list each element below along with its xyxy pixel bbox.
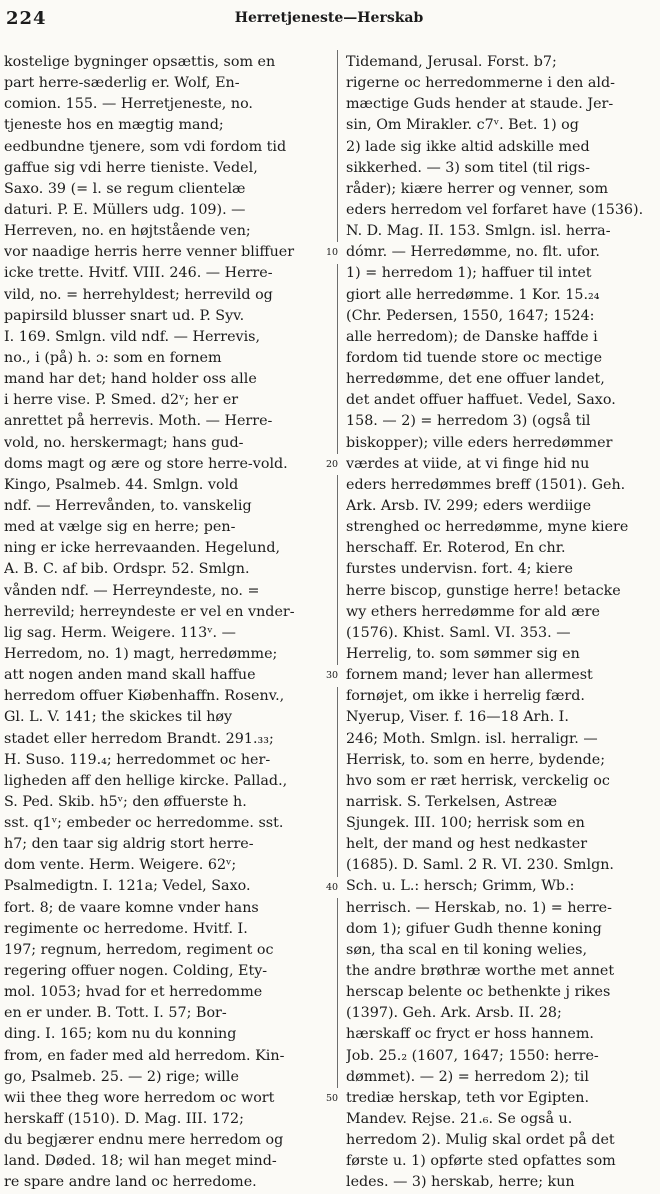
text-line: (1397). Geh. Ark. Arsb. II. 28; xyxy=(346,1005,562,1022)
page-header xyxy=(6,8,652,32)
text-line: i herre vise. P. Smed. d2ᵛ; her er xyxy=(4,392,239,409)
text-line: regimente oc herredome. Hvitf. I. xyxy=(4,920,248,937)
left-column xyxy=(4,52,326,1194)
text-line: stadet eller herredom Brandt. 291.₃₃; xyxy=(4,730,274,747)
text-line: land. Døded. 18; wil han meget mind- xyxy=(4,1153,277,1170)
text-line: wy ethers herredømme for ald ære xyxy=(346,603,600,620)
text-line: fornøjet, om ikke i herrelig færd. xyxy=(346,688,585,705)
text-line: sikkerhed. — 3) som titel (til rigs- xyxy=(346,159,590,176)
text-line: helt, der mand og hest nedkaster xyxy=(346,836,588,853)
text-line: det andet offuer haffuet. Vedel, Saxo. xyxy=(346,392,616,409)
text-line: Saxo. 39 (= l. se regum clientelæ xyxy=(4,180,246,197)
text-line: Herrelig, to. som sømmer sig en xyxy=(346,645,580,662)
text-line: vånden ndf. — Herreyndeste, no. = xyxy=(4,582,260,599)
text-line: fordom tid tuende store oc mectige xyxy=(346,349,603,366)
text-line: comion. 155. — Herretjeneste, no. xyxy=(4,96,253,113)
line-number: 50 xyxy=(326,1088,338,1109)
text-line: ding. I. 165; kom nu du konning xyxy=(4,1026,237,1043)
text-line: Psalmedigtn. I. 121a; Vedel, Saxo. xyxy=(4,878,251,895)
text-line: herrisch. — Herskab, no. 1) = herre- xyxy=(346,899,612,916)
page-number: 224 xyxy=(6,8,47,29)
text-line: icke trette. Hvitf. VIII. 246. — Herre- xyxy=(4,265,273,282)
text-line: værdes at viide, at vi finge hid nu xyxy=(346,455,590,472)
text-line: dømmet). — 2) = herredom 2); til xyxy=(346,1068,589,1085)
text-line: herredom offuer Kiøbenhaffn. Rosenv., xyxy=(4,688,285,705)
text-line: h7; den taar sig aldrig stort herre- xyxy=(4,836,254,853)
text-line: herredom 2). Mulig skal ordet på det xyxy=(346,1132,615,1149)
text-line: Herredom, no. 1) magt, herredømme; xyxy=(4,645,278,662)
right-column xyxy=(346,52,656,1194)
text-line: N. D. Mag. II. 153. Smlgn. isl. herra- xyxy=(346,223,611,240)
text-line: 2) lade sig ikke altid adskille med xyxy=(346,138,590,155)
text-line: ndf. — Herrevånden, to. vanskelig xyxy=(4,497,252,514)
text-line: herre biscop, gunstige herre! betacke xyxy=(346,582,621,599)
text-line: Herreven, no. en højtstående ven; xyxy=(4,223,251,240)
text-line: herschaff. Er. Roterod, En chr. xyxy=(346,540,566,557)
text-line: sst. q1ᵛ; embeder oc herredomme. sst. xyxy=(4,815,284,832)
line-number-gutter xyxy=(324,52,346,1108)
text-line: herscap belente oc bethenkte j rikes xyxy=(346,984,611,1001)
text-line: 1) = herredom 1); haffuer til intet xyxy=(346,265,592,282)
running-title: Herretjeneste—Herskab xyxy=(234,10,424,26)
text-line: re spare andre land oc herredome. xyxy=(4,1174,257,1191)
text-line: giort alle herredømme. 1 Kor. 15.₂₄ xyxy=(346,286,600,303)
text-line: herskaff (1510). D. Mag. III. 172; xyxy=(4,1111,244,1128)
text-line: att nogen anden mand skall haffue xyxy=(4,667,256,684)
text-line: kostelige bygninger opsættis, som en xyxy=(4,54,276,70)
text-line: gaffue sig vdi herre tieniste. Vedel, xyxy=(4,159,258,176)
text-line: daturi. P. E. Müllers udg. 109). — xyxy=(4,201,246,218)
text-line: 246; Moth. Smlgn. isl. herraligr. — xyxy=(346,730,598,747)
text-line: Tidemand, Jerusal. Forst. b7; xyxy=(346,54,557,70)
text-line: Kingo, Psalmeb. 44. Smlgn. vold xyxy=(4,476,239,493)
text-line: mand har det; hand holder oss alle xyxy=(4,371,257,388)
text-line: første u. 1) opførte sted opfattes som xyxy=(346,1153,616,1170)
text-line: herredømme, det ene offuer landet, xyxy=(346,371,605,388)
text-line: no., i (på) h. ɔ: som en fornem xyxy=(4,349,222,366)
text-line: part herre-sæderlig er. Wolf, En- xyxy=(4,75,240,92)
text-line: 158. — 2) = herredom 3) (også til xyxy=(346,413,591,430)
text-line: med at vælge sig en herre; pen- xyxy=(4,519,236,536)
text-line: vor naadige herris herre venner bliffuer xyxy=(4,244,295,261)
text-line: mol. 1053; hvad for et herredomme xyxy=(4,984,263,1001)
text-line: dom 1); gifuer Gudh thenne koning xyxy=(346,920,602,937)
text-line: søn, tha scal en til koning welies, xyxy=(346,941,588,958)
text-line: Sjungek. III. 100; herrisk som en xyxy=(346,815,585,832)
text-line: Ark. Arsb. IV. 299; eders werdiige xyxy=(346,497,592,514)
text-line: (1685). D. Saml. 2 R. VI. 230. Smlgn. xyxy=(346,857,614,874)
text-line: H. Suso. 119.₄; herredommet oc her- xyxy=(4,751,271,768)
text-line: papirsild blusser snart ud. P. Syv. xyxy=(4,307,245,324)
text-line: doms magt og ære og store herre-vold. xyxy=(4,455,288,472)
text-line: Herrisk, to. som en herre, bydende; xyxy=(346,751,606,768)
text-line: vold, no. herskermagt; hans gud- xyxy=(4,434,244,451)
text-line: eders herredom vel forfaret have (1536). xyxy=(346,201,644,218)
text-line: lig sag. Herm. Weigere. 113ᵛ. — xyxy=(4,624,236,641)
text-line: from, en fader med ald herredom. Kin- xyxy=(4,1047,285,1064)
text-line: hvo som er ræt herrisk, verckelig oc xyxy=(346,772,610,789)
text-line: du begjærer endnu mere herredom og xyxy=(4,1132,284,1149)
text-line: eders herredømmes breff (1501). Geh. xyxy=(346,476,626,493)
text-line: eedbundne tjenere, som vdi fordom tid xyxy=(4,138,287,155)
text-line: fort. 8; de vaare komne vnder hans xyxy=(4,899,259,916)
text-line: furstes undervisn. fort. 4; kiere xyxy=(346,561,573,578)
text-line: en er under. B. Tott. I. 57; Bor- xyxy=(4,1005,227,1022)
text-line: Job. 25.₂ (1607, 1647; 1550: herre- xyxy=(346,1047,599,1064)
text-line: wii thee theg wore herredom oc wort xyxy=(4,1089,275,1106)
text-line: 197; regnum, herredom, regiment oc xyxy=(4,941,274,958)
text-line: sin, Om Mirakler. c7ᵛ. Bet. 1) og xyxy=(346,117,579,134)
text-line: råder); kiære herrer og venner, som xyxy=(346,180,609,197)
text-line: S. Ped. Skib. h5ᵛ; den øffuerste h. xyxy=(4,793,247,810)
text-line: rigerne oc herredommerne i den ald- xyxy=(346,75,615,92)
text-line: tjeneste hos en mægtig mand; xyxy=(4,117,224,134)
line-number: 30 xyxy=(326,665,338,686)
text-line: I. 169. Smlgn. vild ndf. — Herrevis, xyxy=(4,328,261,345)
text-line: Sch. u. L.: hersch; Grimm, Wb.: xyxy=(346,878,575,895)
text-line: the andre brøthræ worthe met annet xyxy=(346,963,615,980)
text-line: fornem mand; lever han allermest xyxy=(346,667,593,684)
line-number: 10 xyxy=(326,242,338,263)
text-line: (Chr. Pedersen, 1550, 1647; 1524: xyxy=(346,307,595,324)
text-line: herrevild; herreyndeste er vel en vnder- xyxy=(4,603,295,620)
text-line: dómr. — Herredømme, no. flt. ufor. xyxy=(346,244,600,261)
text-line: (1576). Khist. Saml. VI. 353. — xyxy=(346,624,571,641)
text-line: anrettet på herrevis. Moth. — Herre- xyxy=(4,413,273,430)
text-line: Nyerup, Viser. f. 16—18 Arh. I. xyxy=(346,709,569,726)
text-line: regering offuer nogen. Colding, Ety- xyxy=(4,963,268,980)
text-line: go, Psalmeb. 25. — 2) rige; wille xyxy=(4,1068,239,1085)
text-line: biskopper); ville eders herredømmer xyxy=(346,434,613,451)
text-line: ning er icke herrevaanden. Hegelund, xyxy=(4,540,281,557)
line-number: 20 xyxy=(326,454,338,475)
line-number: 40 xyxy=(326,877,338,898)
text-line: narrisk. S. Terkelsen, Astreæ xyxy=(346,793,558,810)
text-line: Gl. L. V. 141; the skickes til høy xyxy=(4,709,233,726)
text-line: dom vente. Herm. Weigere. 62ᵛ; xyxy=(4,857,237,874)
text-line: ligheden aff den hellige kircke. Pallad., xyxy=(4,772,288,789)
text-line: A. B. C. af bib. Ordspr. 52. Smlgn. xyxy=(4,561,250,578)
text-line: ledes. — 3) herskab, herre; kun xyxy=(346,1174,575,1191)
text-line: Mandev. Rejse. 21.₆. Se også u. xyxy=(346,1111,573,1128)
text-line: vild, no. = herrehyldest; herrevild og xyxy=(4,286,273,303)
text-line: hærskaff oc fryct er hoss hannem. xyxy=(346,1026,594,1043)
text-line: strenghed oc herredømme, myne kiere xyxy=(346,519,629,536)
text-line: trediæ herskap, teth vor Egipten. xyxy=(346,1089,590,1106)
text-line: alle herredom); de Danske haffde i xyxy=(346,328,598,345)
text-line: mæctige Guds hender at staude. Jer- xyxy=(346,96,614,113)
